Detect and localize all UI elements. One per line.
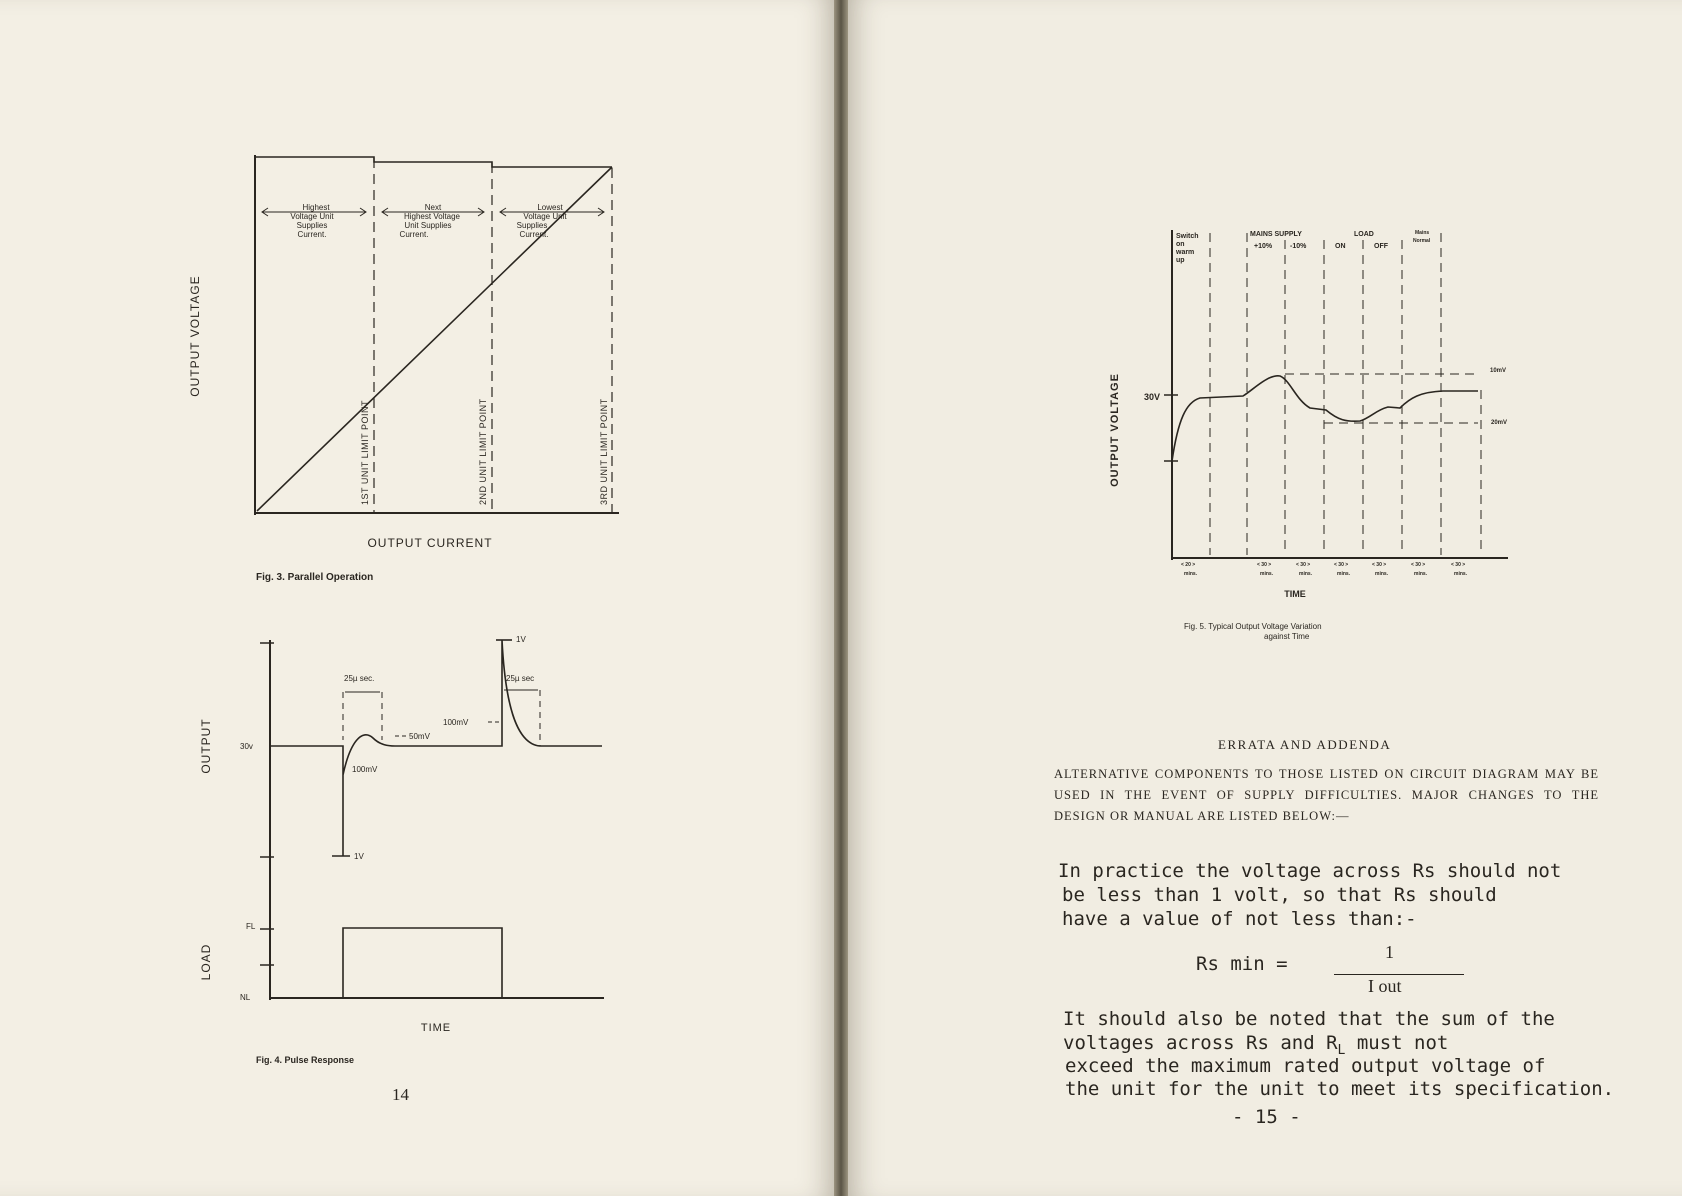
typed-line-1: In practice the voltage across Rs should not [1058, 860, 1562, 882]
formula-lhs: Rs min = [1196, 953, 1288, 975]
fig5-tick-unit-4: mins. [1337, 571, 1351, 577]
fig4-time-marker-1: 25µ sec. [344, 674, 375, 683]
fig5-tick-unit-6: mins. [1414, 571, 1428, 577]
typed-line-4: It should also be noted that the sum of the [1063, 1008, 1555, 1030]
fig4-pulse-response [260, 640, 604, 1000]
fig4-amp-100mv-bottom: 100mV [352, 765, 378, 774]
fig5-tick-unit-3: mins. [1299, 571, 1313, 577]
fig5-voltage-trace [1172, 376, 1478, 461]
fig3-region2-line1: Next [424, 203, 442, 212]
fig3-region1-line1: Highest [302, 203, 330, 212]
fig4-top-1v: 1V [516, 635, 526, 644]
fig5-tick-7: < 30 > [1451, 562, 1466, 568]
fig5-tick-4: < 30 > [1334, 562, 1349, 568]
fig5-tick-unit-1: mins. [1184, 571, 1198, 577]
fig5-caption-line1: Fig. 5. Typical Output Voltage Variation [1184, 622, 1322, 631]
fig5-10mv-label: 10mV [1490, 368, 1507, 374]
fig4-load-label: LOAD [199, 943, 213, 981]
fig4-fl-label: FL [246, 922, 256, 931]
fig5-header-switch-4: up [1176, 257, 1185, 264]
book-gutter [834, 0, 848, 1196]
formula-fraction-bar [1334, 974, 1464, 975]
right-page-number: - 15 - [1232, 1106, 1301, 1128]
fig3-region2-line4: Current. [399, 230, 429, 239]
fig3-region1-line2: Voltage Unit [290, 212, 334, 221]
fig5-header-switch-1: Switch [1176, 233, 1199, 240]
fig4-output-trace [270, 640, 602, 856]
fig4-load-trace [270, 928, 604, 998]
fig5-header-switch-2: on [1176, 241, 1185, 248]
fig3-region2-line3: Unit Supplies [404, 221, 452, 230]
fig3-region2-line2: Highest Voltage [403, 212, 461, 221]
fig3-current-envelope [255, 157, 612, 167]
fig3-region3-line3: Supplies [516, 221, 548, 230]
fig5-y-label: OUTPUT VOLTAGE [1109, 373, 1121, 487]
fig5-time-ticks [1181, 562, 1468, 577]
formula-numerator: 1 [1385, 942, 1394, 962]
fig5-tick-unit-5: mins. [1375, 571, 1389, 577]
fig3-limit-point-3: 3RD UNIT LIMIT POINT [599, 398, 609, 505]
fig5-tick-5: < 30 > [1372, 562, 1387, 568]
fig3-caption: Fig. 3. Parallel Operation [256, 572, 374, 583]
typed-line-7: the unit for the unit to meet its specification. [1065, 1078, 1615, 1100]
fig5-tick-2: < 30 > [1257, 562, 1272, 568]
fig3-limit-point-1: 1ST UNIT LIMIT POINT [360, 399, 370, 505]
fig5-caption-line2: against Time [1264, 632, 1310, 641]
fig3-region3-line2: Voltage Unit [523, 212, 567, 221]
typed-line-5b: must not [1345, 1032, 1449, 1054]
fig4-30v-label: 30v [240, 742, 253, 751]
fig5-tick-unit-2: mins. [1260, 571, 1274, 577]
fig3-region-labels [290, 203, 567, 239]
fig4-bottom-1v: 1V [354, 852, 364, 861]
typed-line-6: exceed the maximum rated output voltage of [1065, 1055, 1546, 1077]
fig4-x-label: TIME [420, 1022, 452, 1034]
fig5-30v-label: 30V [1144, 392, 1161, 402]
fig5-tick-3: < 30 > [1296, 562, 1311, 568]
fig5-header-mains: MAINS SUPPLY [1250, 231, 1302, 238]
fig4-output-label: OUTPUT [199, 718, 213, 774]
left-page [0, 0, 834, 1196]
fig5-x-label: TIME [1284, 589, 1306, 599]
fig3-region1-line4: Current. [297, 230, 327, 239]
fig5-20mv-label: 20mV [1491, 420, 1508, 426]
errata-title: ERRATA AND ADDENDA [1218, 737, 1392, 752]
fig5-header-off: OFF [1374, 243, 1388, 250]
fig5-tick-1: < 20 > [1181, 562, 1196, 568]
fig5-header-load: LOAD [1354, 231, 1374, 238]
typed-line-5 [1063, 1032, 1448, 1058]
fig4-amp-50mv: 50mV [409, 732, 430, 741]
fig4-time-marker-2: 25µ sec [506, 674, 535, 683]
formula-denominator: I out [1368, 976, 1402, 996]
fig4-amp-100mv-top: 100mV [443, 718, 469, 727]
fig5-header-on: ON [1335, 243, 1346, 250]
fig3-y-label: OUTPUT VOLTAGE [188, 275, 202, 397]
fig5-output-variation [1164, 230, 1508, 560]
fig4-nl-label: NL [240, 993, 251, 1002]
fig3-region1-line3: Supplies [296, 221, 328, 230]
fig3-region3-line4: Current. [519, 230, 549, 239]
errata-body: ALTERNATIVE COMPONENTS TO THOSE LISTED ON CIRCUIT DIAGRAM MAY BE USED IN THE EVENT OF SUPPLY DIFFICULTIES. MAJOR CHANGES TO THE DESIGN OR MANUAL ARE LISTED BELOW:— [1054, 767, 1599, 823]
fig3-limit-point-2: 2ND UNIT LIMIT POINT [478, 398, 488, 505]
typed-line-5-subscript: L [1337, 1042, 1346, 1058]
left-page-figures [0, 0, 834, 1196]
typed-line-2: be less than 1 volt, so that Rs should [1062, 884, 1497, 906]
typed-line-3: have a value of not less than:- [1062, 908, 1417, 930]
fig5-headers [1175, 230, 1431, 264]
fig3-region3-line1: Lowest [537, 203, 563, 212]
left-page-number: 14 [392, 1085, 409, 1104]
fig5-tick-unit-7: mins. [1454, 571, 1468, 577]
fig3-x-label: OUTPUT CURRENT [367, 536, 493, 550]
fig5-header-mains-normal-1: Mains [1415, 230, 1430, 236]
fig5-header-switch-3: warm [1176, 249, 1195, 256]
fig5-header-mains-normal-2: Normal [1413, 238, 1431, 244]
typed-line-5a: voltages across Rs and R [1063, 1032, 1338, 1054]
fig5-header-plus10: +10% [1254, 243, 1273, 250]
fig5-tick-6: < 30 > [1411, 562, 1426, 568]
fig4-caption: Fig. 4. Pulse Response [256, 1055, 355, 1065]
fig5-header-minus10: -10% [1290, 243, 1307, 250]
